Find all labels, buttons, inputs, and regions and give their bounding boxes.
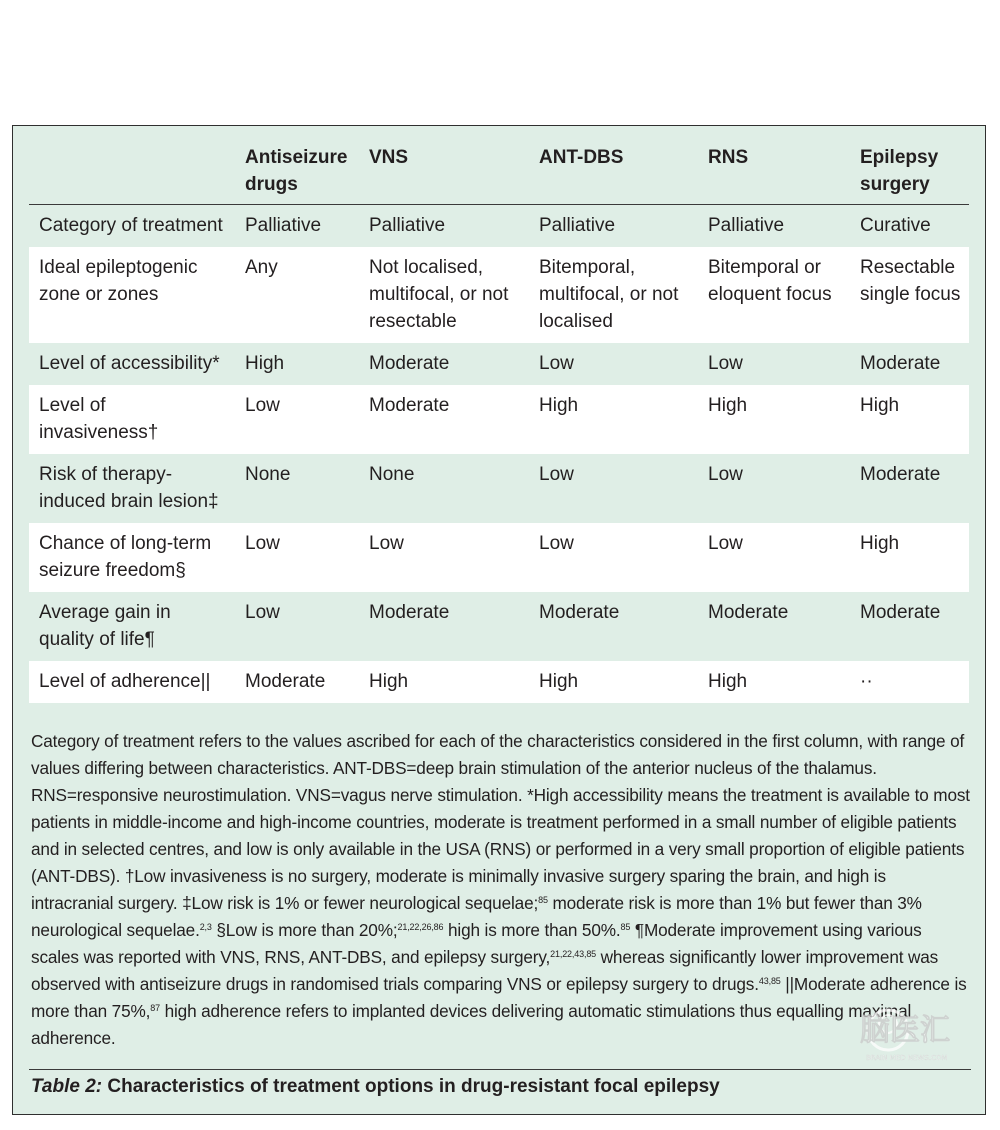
table-cell: Low	[698, 523, 850, 592]
table-cell: ··	[850, 661, 969, 703]
table-cell: None	[245, 464, 291, 485]
table-cell: Moderate	[539, 602, 620, 623]
reference-superscript: 21,22,43,85	[550, 949, 597, 959]
table-cell: Moderate	[860, 602, 941, 623]
caption-number: Table 2:	[31, 1076, 103, 1097]
table-cell: Moderate	[369, 602, 450, 623]
table-cell: High	[698, 385, 850, 454]
row-label: Average gain in quality of life¶	[39, 602, 171, 650]
table-row	[29, 523, 969, 592]
table-cell: Bitemporal, multifocal, or not localised	[529, 247, 698, 343]
treatment-table	[29, 138, 969, 703]
reference-superscript: 2,3	[199, 922, 212, 932]
footnote-text: §Low is more than 20%;	[211, 920, 398, 940]
table-cell: High	[529, 661, 698, 703]
footnote-text: high is more than 50%.	[443, 920, 621, 940]
table-cell: High	[359, 661, 529, 703]
row-label: Risk of therapy-induced brain lesion‡	[39, 464, 219, 512]
table-cell: Palliative	[245, 215, 322, 236]
header-cell: Epilepsy surgery	[850, 138, 969, 205]
table-row	[29, 247, 969, 343]
table-cell: Low	[529, 523, 698, 592]
header-cell: VNS	[359, 138, 529, 205]
row-label: Category of treatment	[39, 215, 223, 236]
table-cell: Moderate	[708, 602, 789, 623]
table-cell: Palliative	[369, 215, 446, 236]
row-label: Chance of long-term seizure freedom§	[29, 523, 235, 592]
table-cell: Low	[235, 385, 359, 454]
table-cell: High	[529, 385, 698, 454]
table-cell: Low	[539, 353, 574, 374]
table-cell: Low	[235, 523, 359, 592]
table-cell: Low	[359, 523, 529, 592]
table-footnotes	[31, 728, 971, 1052]
table-cell: Bitemporal or eloquent focus	[698, 247, 850, 343]
reference-superscript: 85	[538, 895, 548, 905]
reference-superscript: 43,85	[758, 976, 781, 986]
table-cell: Resectable single focus	[850, 247, 969, 343]
watermark-text: 脑医汇	[860, 1013, 950, 1048]
header-cell: ANT-DBS	[529, 138, 698, 205]
reference-superscript: 85	[620, 922, 631, 932]
row-label: Level of adherence||	[29, 661, 235, 703]
watermark-logo	[852, 1000, 980, 1070]
table-cell: Low	[708, 464, 743, 485]
table-row	[29, 454, 969, 523]
table-cell: High	[245, 353, 285, 374]
table-cell: High	[698, 661, 850, 703]
table-cell: Any	[235, 247, 359, 343]
header-cell: Antiseizure drugs	[235, 138, 359, 205]
table-cell: Not localised, multifocal, or not resectable	[359, 247, 529, 343]
table-row	[29, 661, 969, 703]
table-row	[29, 205, 969, 248]
table-row	[29, 592, 969, 661]
table-cell: Low	[539, 464, 574, 485]
table-cell: Moderate	[860, 353, 941, 374]
footnote-paragraph	[31, 728, 971, 1052]
table-row	[29, 343, 969, 385]
table-cell: High	[850, 523, 969, 592]
table-cell: High	[850, 385, 969, 454]
table-cell: Palliative	[539, 215, 616, 236]
reference-superscript: 87	[150, 1003, 160, 1013]
header-row	[29, 138, 969, 205]
table-cell: Moderate	[369, 353, 450, 374]
table-cell: Low	[245, 602, 280, 623]
footnote-text: Category of treatment refers to the values ascribed for each of the characteristics considered in the first column, with range of values differing between characteristics. ANT-DBS=deep brain stimulation of the anterior nucleus of the thalamus. RNS=responsive neurostimulation. VNS=vagus nerve stimulation. *High accessibility means the treatment is available to most patients in middle-income and high-income countries, moderate is treatment performed in a small number of eligible patients and in selected centres, and low is only available in the USA (RNS) or performed in a very small proportion of eligible patients (ANT-DBS). †Low invasiveness is no surgery, moderate is minimally invasive surgery sparing the brain, and high is intracranial surgery. ‡Low risk is 1% or fewer neurological sequelae;	[31, 731, 970, 913]
footnote-text: high adherence refers to implanted devices delivering automatic stimulations thus equalling maximal adherence.	[31, 1001, 912, 1048]
table-cell: None	[369, 464, 415, 485]
row-label: Level of accessibility*	[39, 353, 220, 374]
table-cell: Low	[708, 353, 743, 374]
header-cell	[29, 138, 235, 205]
footnote-text: moderate risk is more than 1% but fewer than 3% neurological sequelae.	[31, 893, 922, 940]
footnote-text: ||Moderate adherence is more than 75%,	[31, 974, 967, 1021]
row-label: Level of invasiveness†	[29, 385, 235, 454]
table-cell: Curative	[860, 215, 931, 236]
caption-divider	[29, 1069, 971, 1070]
caption-title: Characteristics of treatment options in drug-resistant focal epilepsy	[102, 1076, 720, 1097]
footnote-text: ¶Moderate improvement using various scales was reported with VNS, RNS, ANT-DBS, and epilepsy surgery,	[31, 920, 922, 967]
table-panel	[12, 125, 986, 1115]
table-row	[29, 385, 969, 454]
watermark-subtext: BRAIN MED NEWS.COM	[866, 1054, 948, 1062]
row-label: Ideal epileptogenic zone or zones	[29, 247, 235, 343]
table-cell: Moderate	[860, 464, 941, 485]
table-cell: Moderate	[235, 661, 359, 703]
header-cell: RNS	[698, 138, 850, 205]
reference-superscript: 21,22,26,86	[397, 922, 444, 932]
table-caption	[31, 1076, 720, 1098]
table-cell: Moderate	[359, 385, 529, 454]
footnote-text: whereas significantly lower improvement was observed with antiseizure drugs in randomised trials comparing VNS or epilepsy surgery to drugs.	[31, 947, 939, 994]
table-cell: Palliative	[708, 215, 785, 236]
